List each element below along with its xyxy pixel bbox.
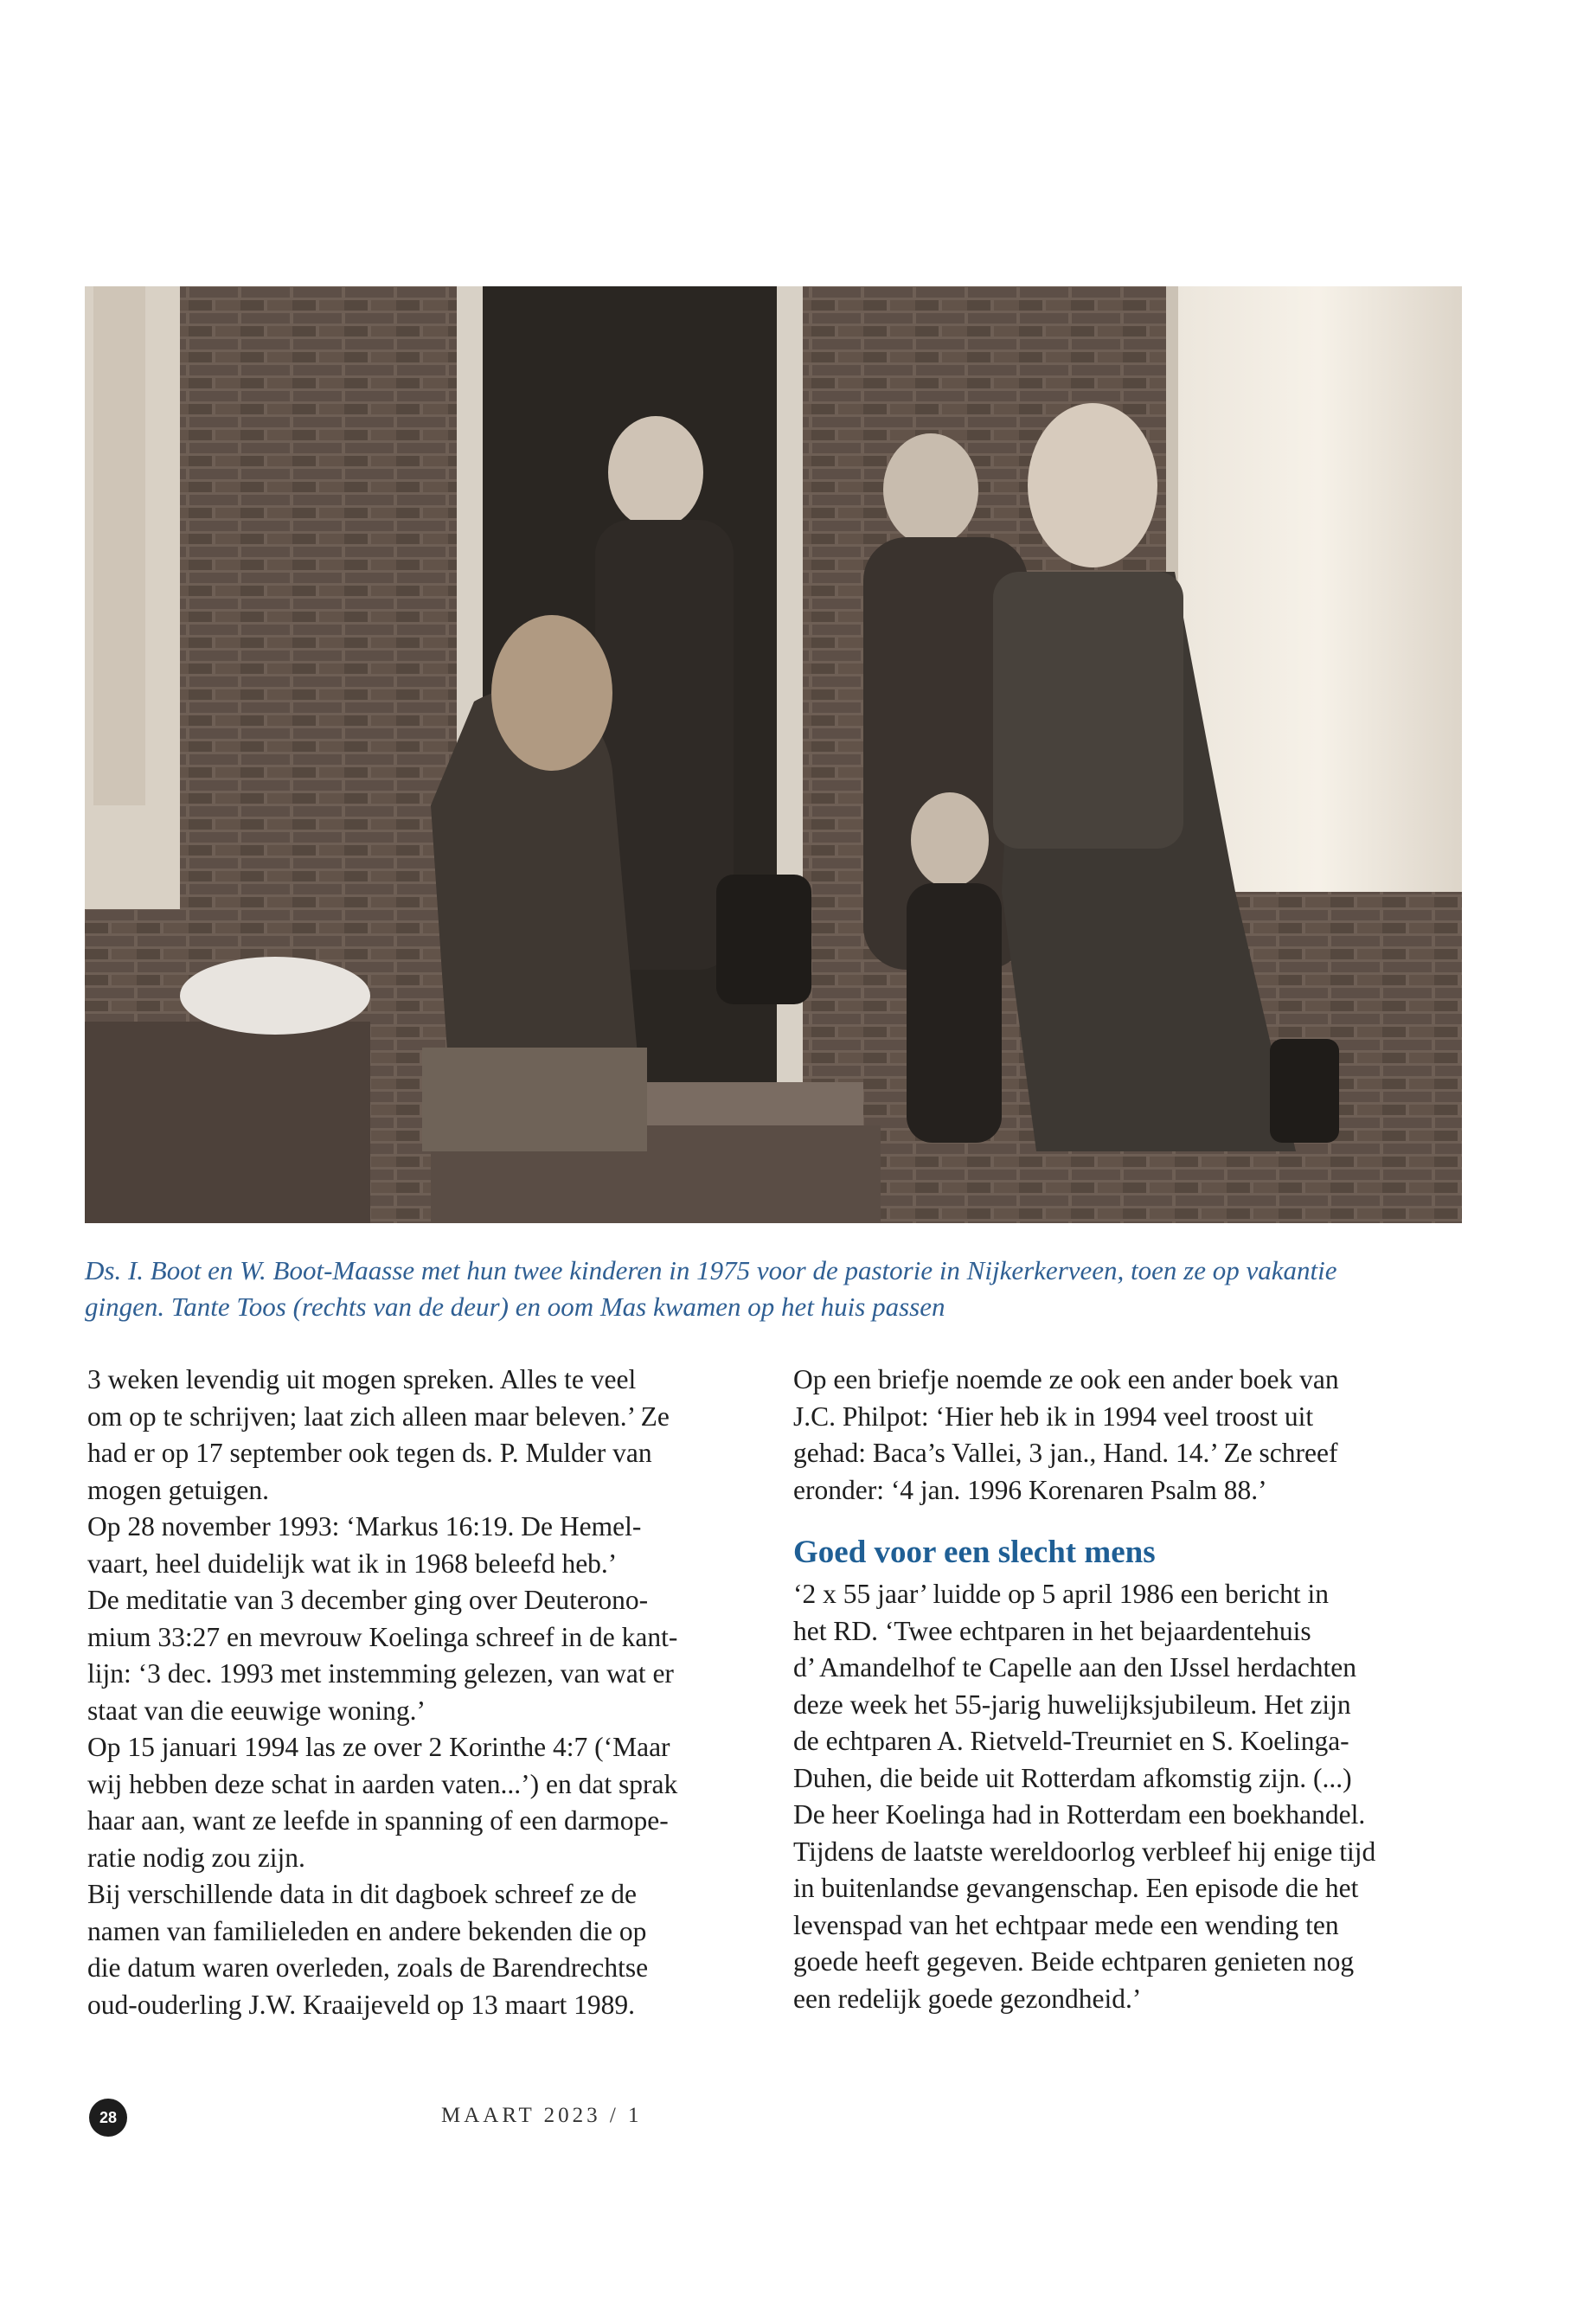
text-line: om op te schrijven; laat zich alleen maar beleven.’ Ze (87, 1400, 670, 1432)
text-line: de echtparen A. Rietveld-Treurniet en S. Koelinga- (793, 1726, 1349, 1756)
text-line: eronder: ‘4 jan. 1996 Korenaren Psalm 88.’ (793, 1474, 1267, 1505)
text-line: 3 weken levendig uit mogen spreken. Alles te veel (87, 1364, 637, 1394)
text-line: mium 33:27 en mevrouw Koelinga schreef in de kant- (87, 1621, 678, 1652)
text-line: De heer Koelinga had in Rotterdam een boekhandel. (793, 1799, 1366, 1830)
text-line: ratie nodig zou zijn. (87, 1842, 305, 1873)
family-photo (85, 286, 1462, 1223)
text-line: De meditatie van 3 december ging over Deuterono- (87, 1585, 649, 1615)
text-line: ‘2 x 55 jaar’ luidde op 5 april 1986 een bericht in (793, 1579, 1330, 1609)
text-line: mogen getuigen. (87, 1474, 269, 1505)
issue-footer: MAART 2023 / 1 (441, 2104, 643, 2127)
caption-line: gingen. Tante Toos (rechts van de deur) en oom Mas kwamen op het huis passen (85, 1292, 945, 1322)
text-line: d’ Amandelhof te Capelle aan den IJssel herdachten (793, 1652, 1357, 1682)
text-line: had er op 17 september ook tegen ds. P. Mulder van (87, 1438, 652, 1468)
text-line: Duhen, die beide uit Rotterdam afkomstig zijn. (...) (793, 1762, 1352, 1793)
photo-caption (85, 1253, 1477, 1325)
text-line: wij hebben deze schat in aarden vaten...’) en dat sprak (87, 1768, 678, 1799)
text-line: deze week het 55-jarig huwelijksjubileum. Het zijn (793, 1689, 1351, 1720)
text-line: gehad: Baca’s Vallei, 3 jan., Hand. 14.’ Ze schreef (793, 1438, 1338, 1468)
text-line: die datum waren overleden, zoals de Barendrechtse (87, 1952, 649, 1983)
text-line: lijn: ‘3 dec. 1993 met instemming gelezen, van wat er (87, 1658, 674, 1689)
text-line: haar aan, want ze leefde in spanning of een darmope- (87, 1805, 669, 1836)
text-line: Bij verschillende data in dit dagboek schreef ze de (87, 1879, 637, 1909)
text-line: Op 15 januari 1994 las ze over 2 Korinthe 4:7 (‘Maar (87, 1732, 670, 1762)
text-line: Op een briefje noemde ze ook een ander boek van (793, 1364, 1339, 1394)
text-line: vaart, heel duidelijk wat ik in 1968 beleefd heb.’ (87, 1548, 618, 1579)
text-line: Tijdens de laatste wereldoorlog verbleef hij enige tijd (793, 1836, 1376, 1867)
section-heading: Goed voor een slecht mens (793, 1535, 1156, 1570)
left-column (87, 1362, 771, 2023)
text-line: staat van die eeuwige woning.’ (87, 1695, 426, 1726)
text-line: levenspad van het echtpaar mede een wending ten (793, 1909, 1339, 1940)
text-line: een redelijk goede gezondheid.’ (793, 1983, 1142, 2014)
text-line: J.C. Philpot: ‘Hier heb ik in 1994 veel troost uit (793, 1400, 1314, 1432)
text-line: Op 28 november 1993: ‘Markus 16:19. De Hemel- (87, 1511, 642, 1541)
family-photo-icon (85, 286, 1462, 1223)
text-line: goede heeft gegeven. Beide echtparen genieten nog (793, 1946, 1355, 1977)
caption-line: Ds. I. Boot en W. Boot-Maasse met hun twee kinderen in 1975 voor de pastorie in Nijkerkerveen, toen ze op vakantie (85, 1255, 1337, 1285)
page-number: 28 (99, 2108, 118, 2126)
text-line: in buitenlandse gevangenschap. Een episode die het (793, 1873, 1359, 1903)
text-line: het RD. ‘Twee echtparen in het bejaardentehuis (793, 1615, 1311, 1646)
text-line: oud-ouderling J.W. Kraaijeveld op 13 maart 1989. (87, 1989, 636, 2020)
right-column (793, 1362, 1477, 2017)
page-number-badge (89, 2099, 127, 2137)
text-line: namen van familieleden en andere bekenden die op (87, 1915, 647, 1946)
